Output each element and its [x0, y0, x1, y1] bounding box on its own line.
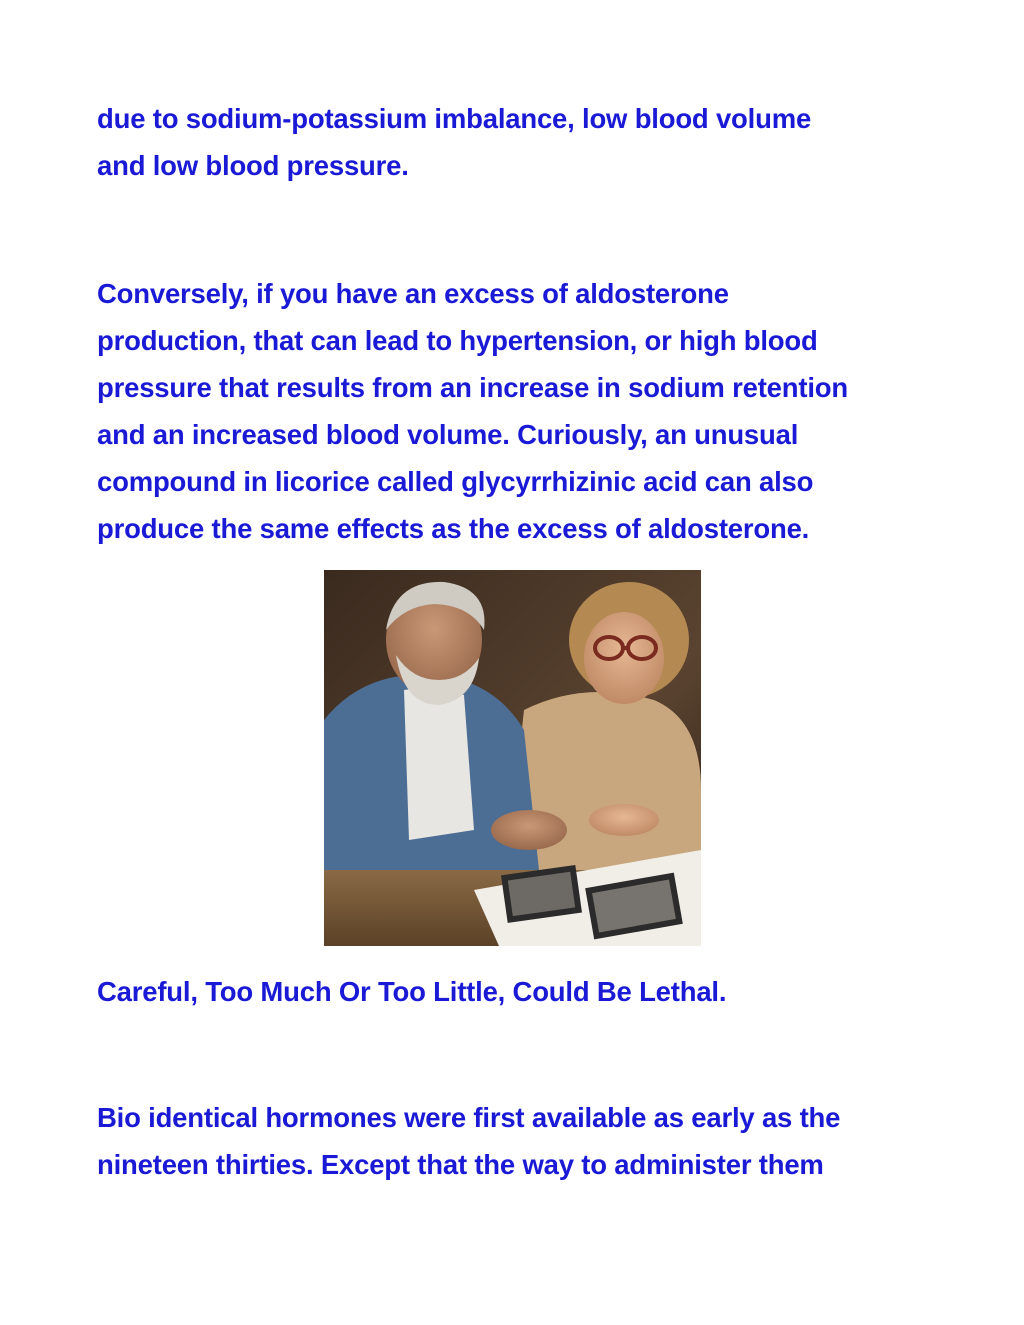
- paragraph-blood-pressure: [97, 95, 927, 189]
- paragraph-bio-identical: [97, 1094, 927, 1188]
- heading-text: Careful, Too Much Or Too Little, Could Be Lethal.: [97, 976, 727, 1007]
- text-line: produce the same effects as the excess of aldosterone.: [97, 513, 810, 544]
- section-heading: [97, 968, 927, 1015]
- text-line: Conversely, if you have an excess of aldosterone: [97, 278, 729, 309]
- text-line: due to sodium-potassium imbalance, low blood volume: [97, 103, 812, 134]
- text-line: nineteen thirties. Except that the way to administer them: [97, 1149, 824, 1180]
- text-line: and low blood pressure.: [97, 150, 409, 181]
- text-line: pressure that results from an increase in sodium retention: [97, 372, 848, 403]
- paragraph-aldosterone: [97, 270, 927, 552]
- text-line: compound in licorice called glycyrrhizinic acid can also: [97, 466, 814, 497]
- couple-photo: [324, 570, 701, 946]
- text-line: Bio identical hormones were first available as early as the: [97, 1102, 841, 1133]
- text-line: and an increased blood volume. Curiously, an unusual: [97, 419, 799, 450]
- text-line: production, that can lead to hypertension, or high blood: [97, 325, 818, 356]
